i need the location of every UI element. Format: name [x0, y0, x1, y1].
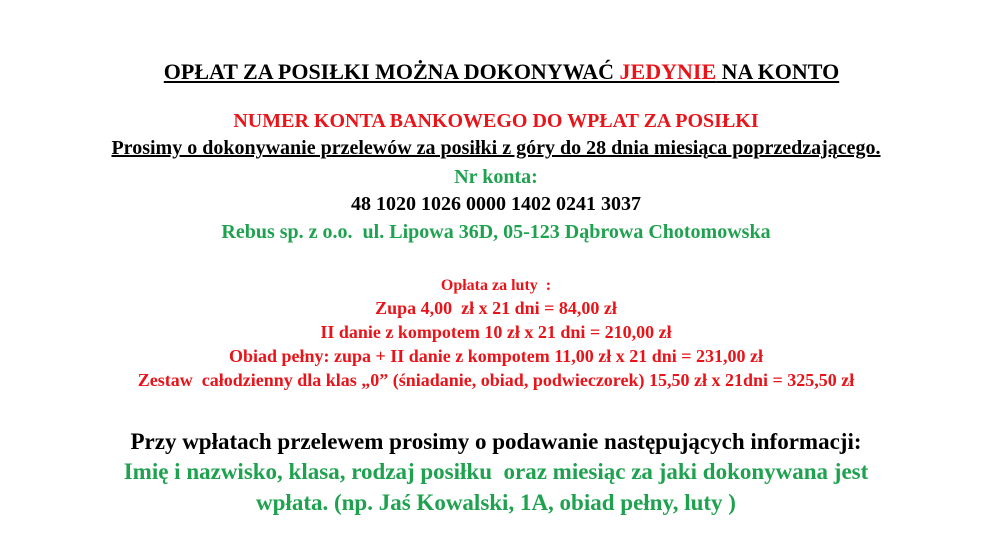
recipient-address: Rebus sp. z o.o. ul. Lipowa 36D, 05-123 Dąbrowa Chotomowska — [221, 221, 771, 243]
heading-part-1: OPŁAT ZA POSIŁKI MOŻNA DOKONYWAĆ — [163, 59, 620, 84]
account-number: 48 1020 1026 0000 1402 0241 3037 — [351, 193, 641, 215]
account-number-label: Nr konta: — [454, 166, 538, 188]
fee-item-main-course: II danie z kompotem 10 zł x 21 dni = 210,00 zł — [320, 322, 672, 342]
fee-item-full-lunch: Obiad pełny: zupa + II danie z kompotem 11,00 zł x 21 dni = 231,00 zł — [228, 346, 764, 366]
transfer-request: Prosimy o dokonywanie przelewów za posiłki z góry do 28 dnia miesiąca poprzedzającego. — [111, 137, 881, 159]
page-heading — [0, 33, 992, 85]
account-title: NUMER KONTA BANKOWEGO DO WPŁAT ZA POSIŁKI — [233, 110, 759, 132]
info-line-1: Imię i nazwisko, klasa, rodzaj posiłku oraz miesiąc za jaki dokonywana jest — [123, 459, 869, 484]
info-title: Przy wpłatach przelewem prosimy o podawanie następujących informacji: — [130, 429, 862, 454]
heading-part-2: NA KONTO — [716, 59, 840, 84]
heading-accent: JEDYNIE — [619, 59, 717, 84]
fees-title: Opłata za luty : — [440, 277, 552, 294]
info-line-2: wpłata. (np. Jaś Kowalski, 1A, obiad pełny, luty ) — [256, 490, 736, 515]
fee-item-soup: Zupa 4,00 zł x 21 dni = 84,00 zł — [375, 298, 617, 318]
fee-item-full-day-set: Zestaw całodzienny dla klas „0” (śniadanie, obiad, podwieczorek) 15,50 zł x 21dni = 325,50 zł — [137, 370, 855, 390]
heading-text — [164, 59, 839, 84]
